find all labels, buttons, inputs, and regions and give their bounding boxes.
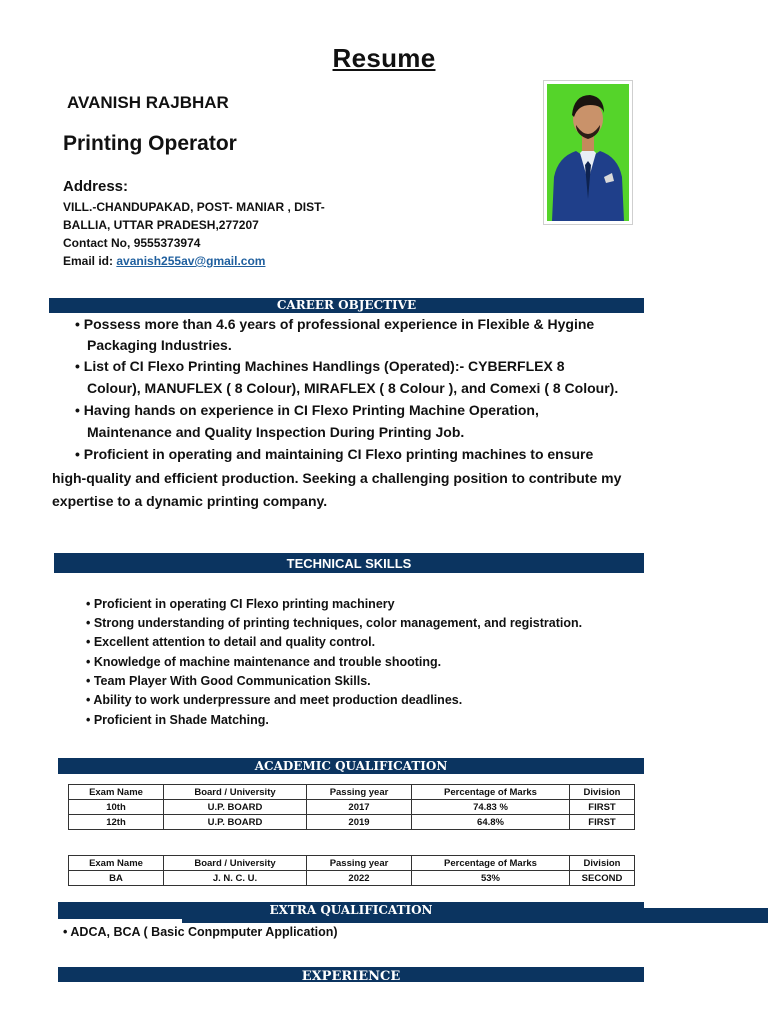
table-row xyxy=(69,800,635,815)
skill-item: • Ability to work underpressure and meet production deadlines. xyxy=(86,693,463,707)
column-header: Passing year xyxy=(307,856,412,871)
extra-qualification-heading: EXTRA QUALIFICATION xyxy=(58,902,644,919)
table-cell: U.P. BOARD xyxy=(164,800,307,815)
table-cell: 64.8% xyxy=(412,815,570,830)
column-header: Board / University xyxy=(164,785,307,800)
academic-qualification-heading: ACADEMIC QUALIFICATION xyxy=(58,758,644,774)
address-label: Address: xyxy=(63,178,129,195)
table-cell: 10th xyxy=(69,800,164,815)
table-cell: J. N. C. U. xyxy=(164,871,307,886)
contact-label: Contact No, xyxy=(63,236,131,250)
extra-qualification-item: • ADCA, BCA ( Basic Conpmputer Application) xyxy=(63,925,338,939)
academic-table-1 xyxy=(68,784,635,830)
email-link[interactable]: avanish255av@gmail.com xyxy=(116,254,266,268)
column-header: Division xyxy=(570,856,635,871)
skill-item: • Team Player With Good Communication Skills. xyxy=(86,674,371,688)
career-line: Maintenance and Quality Inspection During Printing Job. xyxy=(87,424,465,440)
column-header: Percentage of Marks xyxy=(412,785,570,800)
table-row xyxy=(69,871,635,886)
table-cell: BA xyxy=(69,871,164,886)
career-line: • Possess more than 4.6 years of professional experience in Flexible & Hygine xyxy=(75,316,595,332)
email-label: Email id: xyxy=(63,254,114,268)
address-line-1: VILL.-CHANDUPAKAD, POST- MANIAR , DIST- xyxy=(63,200,325,214)
table-cell: SECOND xyxy=(570,871,635,886)
address-line-2: BALLIA, UTTAR PRADESH,277207 xyxy=(63,218,259,232)
table-cell: 2022 xyxy=(307,871,412,886)
skill-item: • Strong understanding of printing techniques, color management, and registration. xyxy=(86,616,583,630)
table-cell: 12th xyxy=(69,815,164,830)
table-cell: 2017 xyxy=(307,800,412,815)
table-cell: FIRST xyxy=(570,815,635,830)
career-objective-heading: CAREER OBJECTIVE xyxy=(49,298,644,313)
table-cell: 74.83 % xyxy=(412,800,570,815)
skill-item: • Knowledge of machine maintenance and trouble shooting. xyxy=(86,655,442,669)
career-line: Packaging Industries. xyxy=(87,337,232,353)
contact-number xyxy=(63,236,200,250)
table-header-row xyxy=(69,856,635,871)
career-line: • Having hands on experience in CI Flexo Printing Machine Operation, xyxy=(75,402,539,418)
experience-heading: EXPERIENCE xyxy=(58,967,644,982)
career-line: • Proficient in operating and maintaining CI Flexo printing machines to ensure xyxy=(75,446,594,462)
skill-item: • Proficient in Shade Matching. xyxy=(86,713,269,727)
career-line: expertise to a dynamic printing company. xyxy=(52,493,328,509)
skill-item: • Proficient in operating CI Flexo printing machinery xyxy=(86,597,395,611)
column-header: Percentage of Marks xyxy=(412,856,570,871)
person-portrait-icon xyxy=(544,81,632,224)
job-role: Printing Operator xyxy=(63,132,237,155)
candidate-name: AVANISH RAJBHAR xyxy=(67,93,229,112)
profile-photo xyxy=(543,80,633,225)
career-line: Colour), MANUFLEX ( 8 Colour), MIRAFLEX ( 8 Colour ), and Comexi ( 8 Colour). xyxy=(87,380,619,396)
resume-title: Resume xyxy=(332,43,436,73)
heading-bar-extension xyxy=(182,919,644,923)
table-cell: 53% xyxy=(412,871,570,886)
skill-item: • Excellent attention to detail and quality control. xyxy=(86,635,376,649)
table-row xyxy=(69,815,635,830)
phone-number: 9555373974 xyxy=(133,236,201,250)
table-cell: 2019 xyxy=(307,815,412,830)
table-header-row xyxy=(69,785,635,800)
career-line: high-quality and efficient production. Seeking a challenging position to contribute my xyxy=(52,470,622,486)
career-line: • List of CI Flexo Printing Machines Handlings (Operated):- CYBERFLEX 8 xyxy=(75,358,565,374)
column-header: Exam Name xyxy=(69,785,164,800)
column-header: Division xyxy=(570,785,635,800)
heading-bar-extension xyxy=(644,908,768,923)
table-cell: FIRST xyxy=(570,800,635,815)
academic-table-2 xyxy=(68,855,635,886)
column-header: Board / University xyxy=(164,856,307,871)
table-cell: U.P. BOARD xyxy=(164,815,307,830)
email-row xyxy=(63,254,265,268)
column-header: Exam Name xyxy=(69,856,164,871)
technical-skills-heading: TECHNICAL SKILLS xyxy=(54,553,644,573)
column-header: Passing year xyxy=(307,785,412,800)
